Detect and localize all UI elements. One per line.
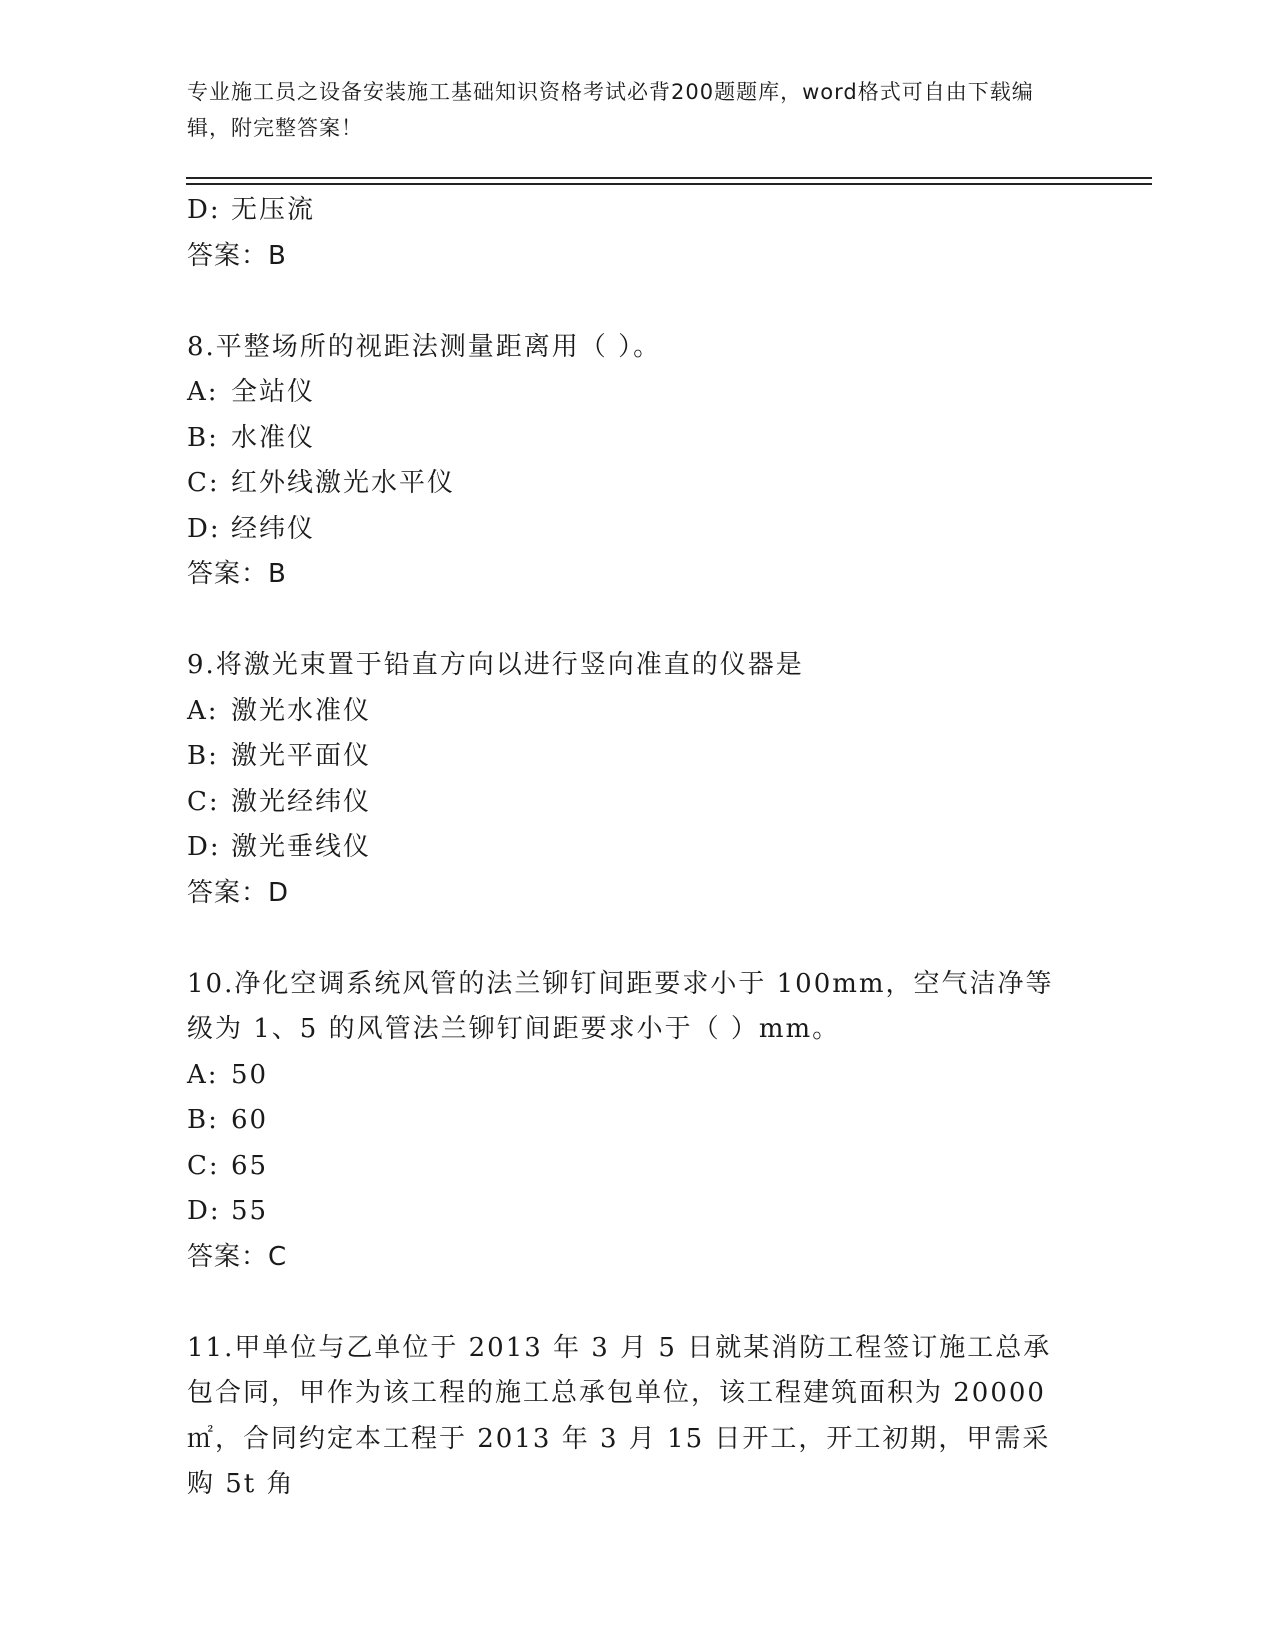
- answer-line: 答案：D: [187, 877, 290, 908]
- option-key: A:: [187, 377, 219, 407]
- option-text: 全站仪: [231, 377, 316, 407]
- option-key: D:: [187, 1196, 221, 1226]
- option-a: [187, 689, 1087, 735]
- option-d: [187, 507, 1087, 553]
- option-c: [187, 1144, 1087, 1190]
- spacer: [187, 1280, 1087, 1326]
- option-b: [187, 734, 1087, 780]
- option-key: B:: [187, 422, 219, 453]
- option-key: A:: [187, 695, 219, 726]
- option-key: D:: [187, 832, 221, 862]
- spacer: [187, 916, 1087, 962]
- option-text: 经纬仪: [231, 513, 316, 544]
- question-content: [187, 188, 1087, 1508]
- option-text: 水准仪: [231, 422, 316, 453]
- option-text: 红外线激光水平仪: [231, 468, 456, 498]
- option-key: B:: [187, 741, 219, 771]
- option-key: D:: [187, 513, 221, 544]
- option-c: [187, 780, 1087, 826]
- option-c: [187, 461, 1087, 507]
- header-divider-bottom: [186, 183, 1152, 185]
- question-text: 9.将激光束置于铅直方向以进行竖向准直的仪器是: [187, 650, 804, 680]
- option-text: 激光垂线仪: [231, 832, 372, 862]
- spacer: [187, 279, 1087, 325]
- question-text: 8.平整场所的视距法测量距离用（ ）。: [187, 331, 662, 362]
- spacer: [187, 598, 1087, 644]
- option-text: 60: [231, 1105, 269, 1135]
- option-text: 无压流: [231, 195, 316, 225]
- header-divider-top: [186, 177, 1152, 179]
- option-a: [187, 370, 1087, 416]
- option-text: 激光经纬仪: [231, 786, 372, 817]
- option-key: D:: [187, 195, 221, 225]
- option-key: C:: [187, 468, 220, 498]
- option-text: 65: [231, 1150, 269, 1181]
- option-b: [187, 416, 1087, 462]
- answer-line: 答案：C: [187, 1241, 288, 1272]
- question-text: 10.净化空调系统风管的法兰铆钉间距要求小于 100mm，空气洁净等级为 1、5 的风管法兰铆钉间距要求小于（ ）mm。: [187, 968, 1054, 1044]
- option-text: 55: [231, 1196, 269, 1226]
- document-header: 专业施工员之设备安装施工基础知识资格考试必背200题题库，word格式可自由下载编辑，附完整答案！: [187, 80, 1034, 140]
- option-text: 激光水准仪: [231, 695, 372, 726]
- option-key: C:: [187, 786, 220, 817]
- option-a: [187, 1053, 1087, 1099]
- question-text: 11.甲单位与乙单位于 2013 年 3 月 5 日就某消防工程签订施工总承包合同，甲作为该工程的施工总承包单位，该工程建筑面积为 20000㎡，合同约定本工程于 2013 年 3 月 15 日开工，开工初期，甲需采购 5t 角: [187, 1332, 1052, 1499]
- answer-line: 答案：B: [187, 240, 287, 271]
- option-d: [187, 1189, 1087, 1235]
- option-text: 50: [231, 1059, 269, 1090]
- option-key: B:: [187, 1105, 219, 1135]
- answer-line: 答案：B: [187, 559, 287, 589]
- option-key: A:: [187, 1059, 219, 1090]
- option-d: [187, 825, 1087, 871]
- option-text: 激光平面仪: [231, 741, 372, 771]
- option-d: [187, 188, 1087, 234]
- option-b: [187, 1098, 1087, 1144]
- option-key: C:: [187, 1150, 220, 1181]
